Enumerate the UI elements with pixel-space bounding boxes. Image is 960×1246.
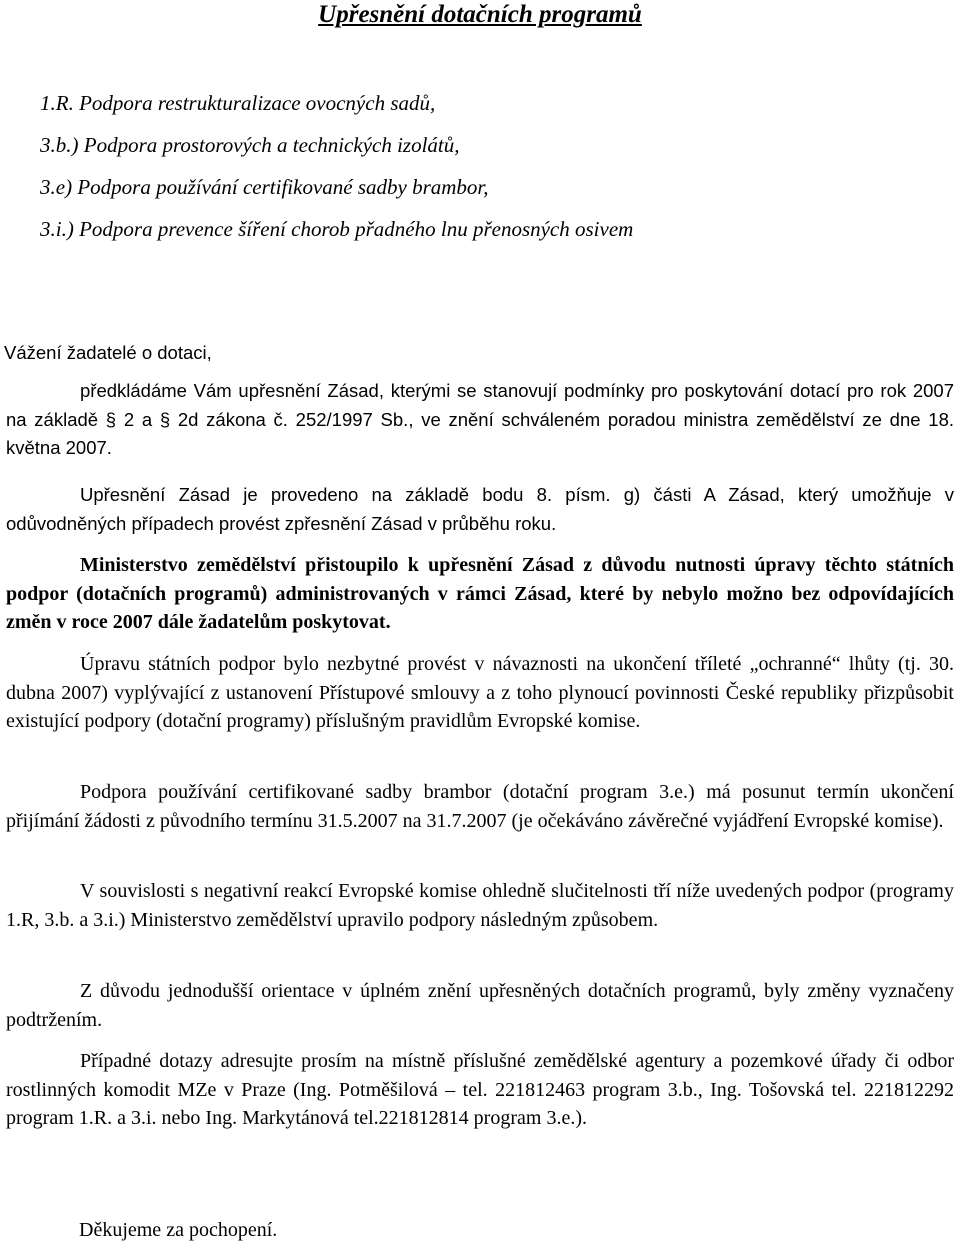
paragraph-state-aid: Úpravu státních podpor bylo nezbytné provést v návaznosti na ukončení tříleté „ochranné“ lhůty (tj. 30. dubna 2007) vyplývající z ustanovení Přístupové smlouvy a z toho plynoucí povinnosti České republiky přizpůsobit existující podpory (dotační programy) příslušným pravidlům Evropské komise. xyxy=(6,653,954,733)
program-item-3e: 3.e) Podpora používání certifikované sadby brambor, xyxy=(40,175,489,199)
paragraph-orientation: Z důvodu jednodušší orientace v úplném znění upřesněných dotačních programů, byly změny vyznačeny podtržením. xyxy=(6,980,954,1031)
program-item-1r: 1.R. Podpora restrukturalizace ovocných sadů, xyxy=(40,91,436,115)
paragraph-potato-seed: Podpora používání certifikované sadby brambor (dotační program 3.e.) má posunut termín ukončení přijímání žádosti z původního termínu 31.5.2007 na 31.7.2007 (je očekáváno závěrečné vyjádření Evropské komise). xyxy=(6,781,954,832)
paragraph-intro: předkládáme Vám upřesnění Zásad, kterými se stanovují podmínky pro poskytování dotací pro rok 2007 na základě § 2 a § 2d zákona č. 252/1997 Sb., ve znění schváleném poradou ministra zemědělství ze dne 18. května 2007. xyxy=(6,380,954,458)
document-title: Upřesnění dotačních programů xyxy=(318,1,642,28)
paragraph-contacts: Případné dotazy adresujte prosím na místně příslušné zemědělské agentury a pozemkové úřady či odbor rostlinných komodit MZe v Praze (Ing. Potměšilová – tel. 221812463 program 3.b., Ing. Tošovská tel. 221812292 program 1.R. a 3.i. nebo Ing. Markytánová tel.221812814 program 3.e.). xyxy=(6,1050,954,1130)
paragraph-ministry-reason: Ministerstvo zemědělství přistoupilo k upřesnění Zásad z důvodu nutnosti úpravy těchto státních podpor (dotačních programů) administrovaných v rámci Zásad, které by nebylo možno bez odpovídajících změn v roce 2007 dále žadatelům poskytovat. xyxy=(6,554,954,634)
program-item-3b: 3.b.) Podpora prostorových a technických izolátů, xyxy=(40,133,460,157)
paragraph-legal-basis: Upřesnění Zásad je provedeno na základě bodu 8. písm. g) části A Zásad, který umožňuje v odůvodněných případech provést zpřesnění Zásad v průběhu roku. xyxy=(6,484,954,534)
closing-thanks: Děkujeme za pochopení. xyxy=(79,1219,278,1241)
paragraph-eu-reaction: V souvislosti s negativní reakcí Evropské komise ohledně slučitelnosti tří níže uvedených podpor (programy 1.R, 3.b. a 3.i.) Ministerstvo zemědělství upravilo podpory následným způsobem. xyxy=(6,880,954,931)
greeting: Vážení žadatelé o dotaci, xyxy=(4,342,212,363)
program-item-3i: 3.i.) Podpora prevence šíření chorob přadného lnu přenosných osivem xyxy=(40,217,634,241)
